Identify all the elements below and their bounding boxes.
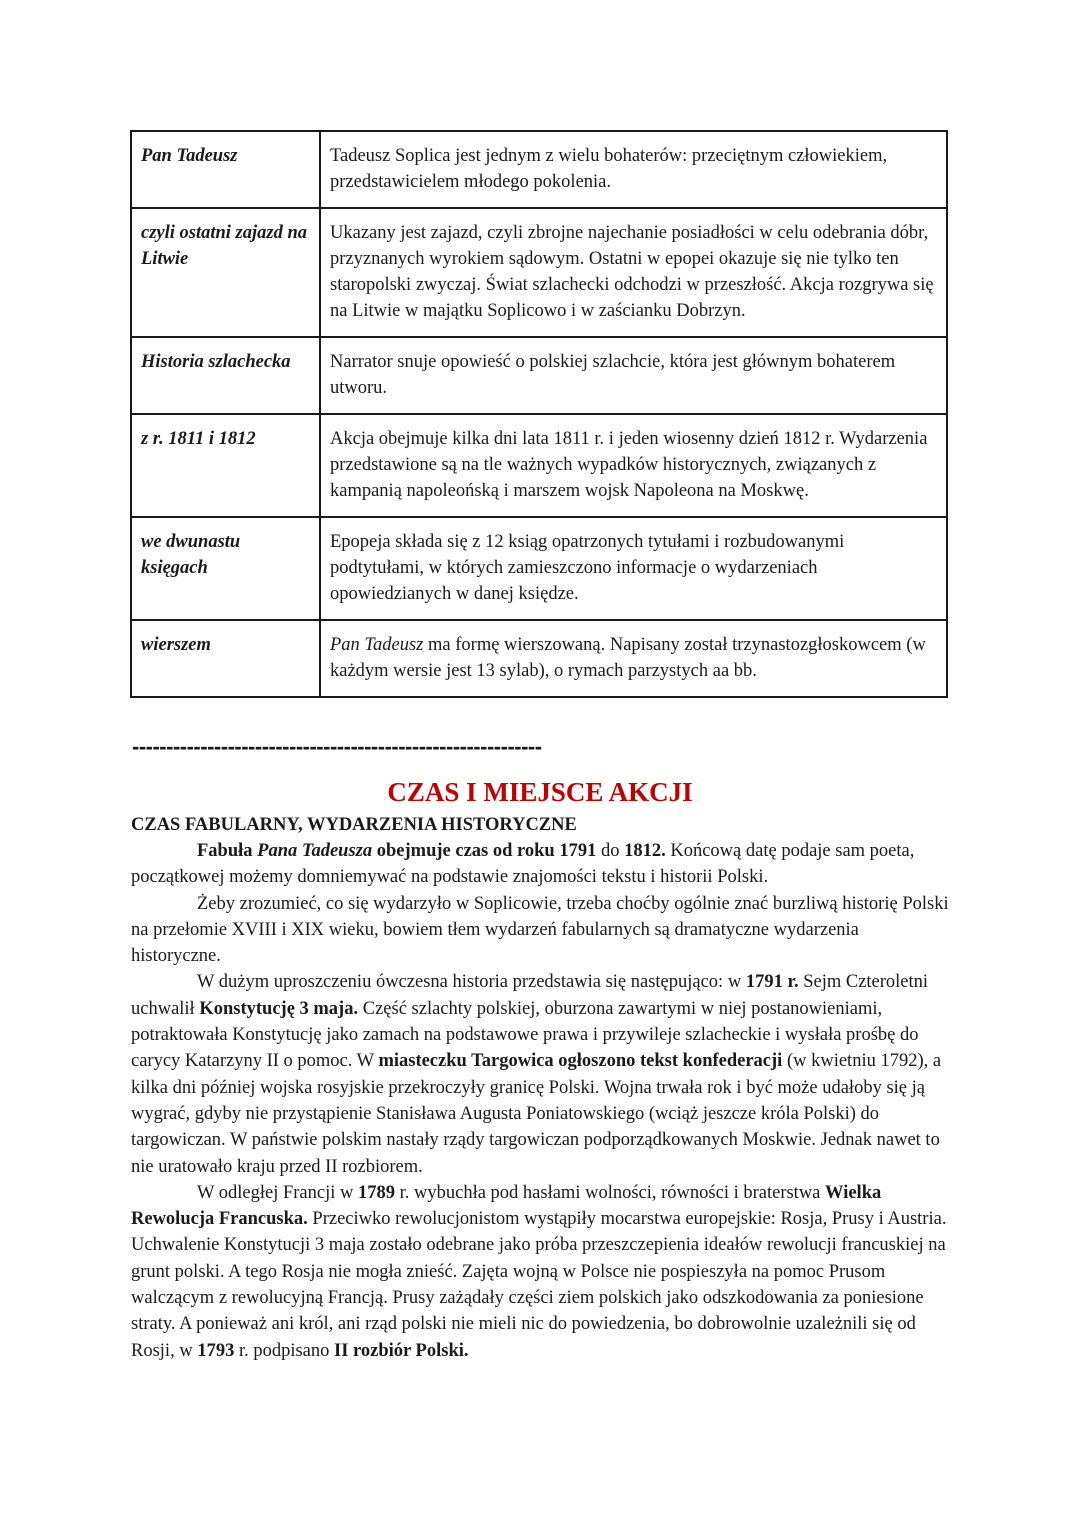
paragraph bbox=[131, 891, 951, 970]
paragraph bbox=[131, 838, 951, 891]
text-run: W dużym uproszczeniu ówczesna historia przedstawia się następująco: w bbox=[197, 972, 746, 993]
text-run: do bbox=[596, 841, 625, 861]
term-cell: Pan Tadeusz bbox=[131, 131, 320, 208]
description-cell: Akcja obejmuje kilka dni lata 1811 r. i jeden wiosenny dzień 1812 r. Wydarzenia przedstawione są na tle ważnych wypadków historycznych, związanych z kampanią napoleońską i marszem wojsk Napoleona na Moskwę. bbox=[320, 414, 947, 517]
text-run: obejmuje czas od roku 1791 bbox=[372, 841, 597, 861]
dashed-separator: ------------------------------------------------------------ bbox=[132, 735, 542, 759]
text-run: Konstytucję 3 maja. bbox=[199, 998, 359, 1019]
description-cell bbox=[320, 620, 947, 697]
table-row bbox=[131, 620, 947, 697]
text-run: 1812. bbox=[624, 841, 666, 861]
title-italic: Pan Tadeusz bbox=[330, 635, 424, 655]
description-text: ma formę wierszowaną. Napisany został trzynastozgłoskowcem (w każdym wersie jest 13 sylab), o rymach parzystych aa bb. bbox=[330, 635, 926, 681]
text-run: 1793 bbox=[197, 1340, 235, 1361]
description-cell: Ukazany jest zajazd, czyli zbrojne najechanie posiadłości w celu odebrania dóbr, przyznanych wyrokiem sądowym. Ostatni w epopei okazuje się nie tylko ten staropolski zwyczaj. Świat szlachecki odchodzi w przeszłość. Akcja rozgrywa się na Litwie w majątku Soplicowo i w zaścianku Dobrzyn. bbox=[320, 208, 947, 337]
terms-table bbox=[130, 130, 948, 698]
table-row bbox=[131, 131, 947, 208]
term-cell: we dwunastu księgach bbox=[131, 517, 320, 620]
section-title: CZAS I MIEJSCE AKCJI bbox=[387, 777, 693, 807]
table-row bbox=[131, 517, 947, 620]
table-row bbox=[131, 414, 947, 517]
text-run: Przeciwko rewolucjonistom wystąpiły mocarstwa europejskie: Rosja, Prusy i Austria. Uchwalenie Konstytucji 3 maja zostało odebrane jako próba przeszczepienia ideałów rewolucji francuskiej na grunt polski. A tego Rosja nie mogła znieść. Zajęta wojną w Polsce nie pospieszyła na pomoc Prusom walczącym z rewolucyjną Francją. Prusy zażądały części ziem polskich jako odszkodowania za poniesione straty. A ponieważ ani król, ani rząd polski nie mieli nic do powiedzenia, bo dobrowolnie uzależnili się od Rosji, w bbox=[131, 1209, 947, 1361]
text-run: Żeby zrozumieć, co się wydarzyło w Soplicowie, trzeba choćby ogólnie znać burzliwą historię Polski na przełomie XVIII i XIX wieku, bowiem tłem wydarzeń fabularnych są dramatyczne wydarzenia historyczne. bbox=[131, 893, 949, 967]
text-run: Część szlachty polskiej, oburzona zawartymi w niej postanowieniami, potraktowała Konstytucję jako zamach na podstawowe prawa i przywileje szlacheckie i wysłała prośbę do carycy Katarzyny II o pomoc. W bbox=[131, 998, 919, 1072]
text-run: Końcową datę podaje sam poeta, początkowej możemy domniemywać na podstawie znajomości tekstu i historii Polski. bbox=[131, 841, 915, 888]
text-run: Pana Tadeusza bbox=[257, 841, 373, 861]
text-run: (w kwietniu 1792), a kilka dni później wojska rosyjskie przekroczyły granicę Polski. Wojna trwała rok i być może udałoby się ją wygrać, gdyby nie przystąpienie Stanisława Augusta Poniatowskiego (wciąż jeszcze króla Polski) do targowiczan. W państwie polskim nastały rządy targowiczan podporządkowanych Moskwie. Jednak nawet to nie uratowało kraju przed II rozbiorem. bbox=[131, 1051, 942, 1177]
text-run: r. podpisano bbox=[234, 1340, 335, 1361]
term-cell: Historia szlachecka bbox=[131, 337, 320, 414]
description-cell: Tadeusz Soplica jest jednym z wielu bohaterów: przeciętnym człowiekiem, przedstawicielem młodego pokolenia. bbox=[320, 131, 947, 208]
text-run: Sejm Czteroletni uchwalił bbox=[131, 972, 929, 1019]
term-cell: z r. 1811 i 1812 bbox=[131, 414, 320, 517]
section-subheading: CZAS FABULARNY, WYDARZENIA HISTORYCZNE bbox=[131, 815, 577, 835]
text-run: 1791 r. bbox=[745, 972, 799, 993]
description-cell: Epopeja składa się z 12 ksiąg opatrzonych tytułami i rozbudowanymi podtytułami, w których zamieszczono informacje o wydarzeniach opowiedzianych w danej księdze. bbox=[320, 517, 947, 620]
text-run: 1789 bbox=[357, 1182, 395, 1203]
body-text bbox=[131, 838, 951, 1364]
text-run: II rozbiór Polski. bbox=[334, 1340, 469, 1361]
table-row bbox=[131, 208, 947, 337]
term-cell: wierszem bbox=[131, 620, 320, 697]
term-cell: czyli ostatni zajazd na Litwie bbox=[131, 208, 320, 337]
table-row bbox=[131, 337, 947, 414]
text-run: r. wybuchła pod hasłami wolności, równości i braterstwa bbox=[394, 1182, 826, 1203]
text-run: W odległej Francji w bbox=[197, 1182, 358, 1203]
paragraph bbox=[131, 969, 951, 1179]
text-run: Fabuła bbox=[197, 841, 258, 861]
text-run: Wielka Rewolucja Francuska. bbox=[131, 1182, 882, 1230]
text-run: miasteczku Targowica ogłoszono tekst konfederacji bbox=[378, 1051, 783, 1072]
description-cell: Narrator snuje opowieść o polskiej szlachcie, która jest głównym bohaterem utworu. bbox=[320, 337, 947, 414]
paragraph bbox=[131, 1180, 951, 1364]
